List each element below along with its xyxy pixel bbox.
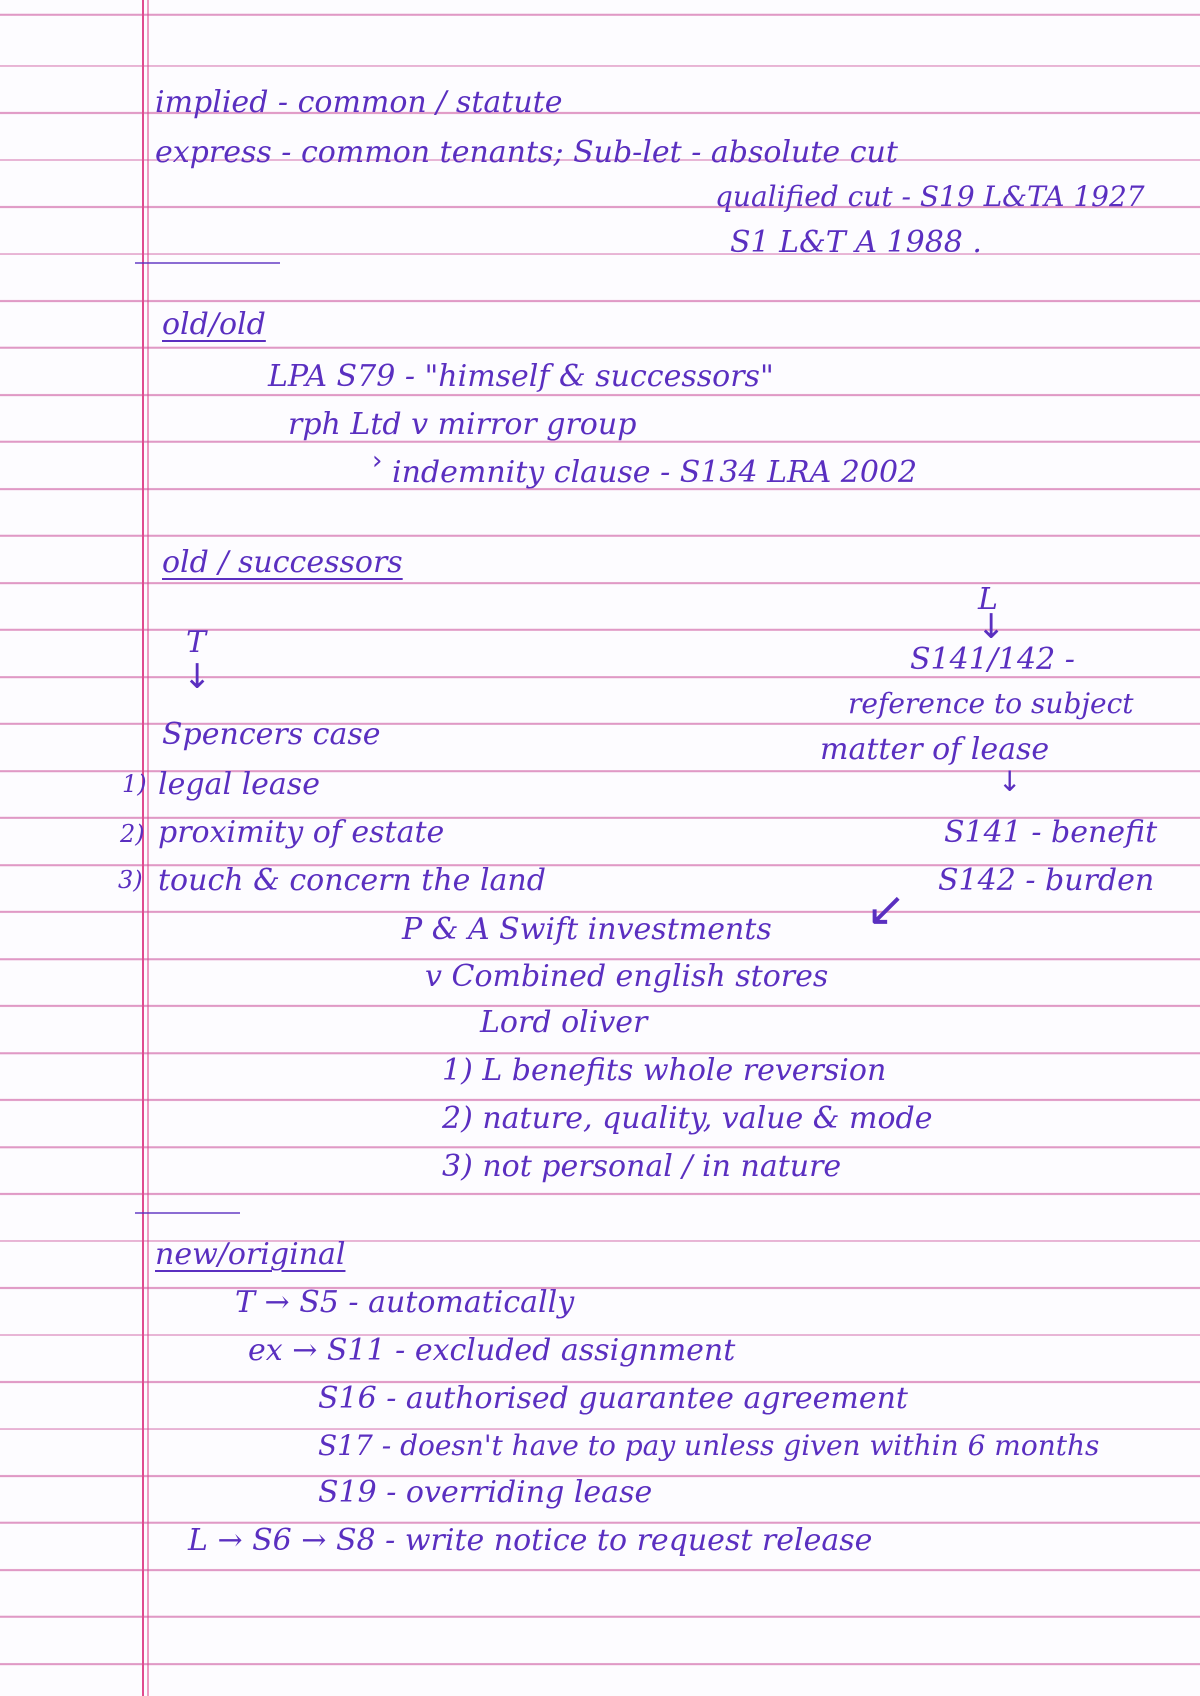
note-reference: reference to subject (848, 687, 1134, 720)
note-s17: S17 - doesn't have to pay unless given within 6 months (318, 1429, 1100, 1462)
note-touch: touch & concern the land (158, 863, 546, 898)
note-matter: matter of lease (820, 732, 1050, 767)
note-s11: ex → S11 - excluded assignment (248, 1333, 736, 1368)
number-1: 1) (122, 770, 147, 798)
note-s142-burden: S142 - burden (938, 863, 1155, 898)
down-arrow-icon: ↓ (998, 765, 1022, 798)
arrow-icon: › (372, 446, 383, 476)
note-pa-swift: P & A Swift investments (402, 912, 772, 947)
note-rph: rph Ltd v mirror group (288, 407, 637, 442)
note-lpa: LPA S79 - "himself & successors" (268, 359, 774, 394)
note-combined: v Combined english stores (425, 959, 829, 994)
note-s6-s8: L → S6 → S8 - write notice to request release (188, 1523, 873, 1558)
note-s19: S19 - overriding lease (318, 1475, 653, 1510)
number-3: 3) (118, 866, 143, 894)
heading-old-successors: old / successors (162, 545, 403, 580)
down-arrow-icon: ↓ (977, 607, 1006, 647)
section-divider (135, 1212, 240, 1214)
down-arrow-icon: ↓ (183, 657, 212, 697)
margin-line (142, 0, 144, 1696)
heading-new-original: new/original (155, 1237, 346, 1272)
note-s141-142: S141/142 - (910, 642, 1075, 677)
heading-old-old: old/old (162, 307, 266, 342)
note-s141-benefit: S141 - benefit (944, 815, 1158, 850)
note-s1: S1 L&T A 1988 . (730, 225, 982, 260)
note-nature: 2) nature, quality, value & mode (442, 1101, 933, 1136)
note-indemnity: indemnity clause - S134 LRA 2002 (392, 455, 918, 490)
note-s16: S16 - authorised guarantee agreement (318, 1381, 908, 1416)
note-s5: T → S5 - automatically (235, 1285, 575, 1320)
label-landlord: L (978, 582, 998, 617)
note-proximity: proximity of estate (158, 815, 445, 850)
section-divider (135, 262, 280, 264)
label-tenant: T (186, 625, 207, 660)
diagonal-arrow-icon: ↙ (866, 881, 907, 937)
note-not-personal: 3) not personal / in nature (442, 1149, 842, 1184)
number-2: 2) (120, 820, 145, 848)
note-lord-oliver: Lord oliver (480, 1005, 648, 1040)
note-qualified: qualified cut - S19 L&TA 1927 (715, 180, 1145, 213)
note-benefits: 1) L benefits whole reversion (442, 1053, 887, 1088)
note-express: express - common tenants; Sub-let - absolute cut (155, 135, 898, 170)
margin-line-shadow (147, 0, 149, 1696)
note-legal-lease: legal lease (158, 767, 320, 802)
note-spencers: Spencers case (162, 717, 381, 752)
note-implied: implied - common / statute (155, 85, 563, 120)
